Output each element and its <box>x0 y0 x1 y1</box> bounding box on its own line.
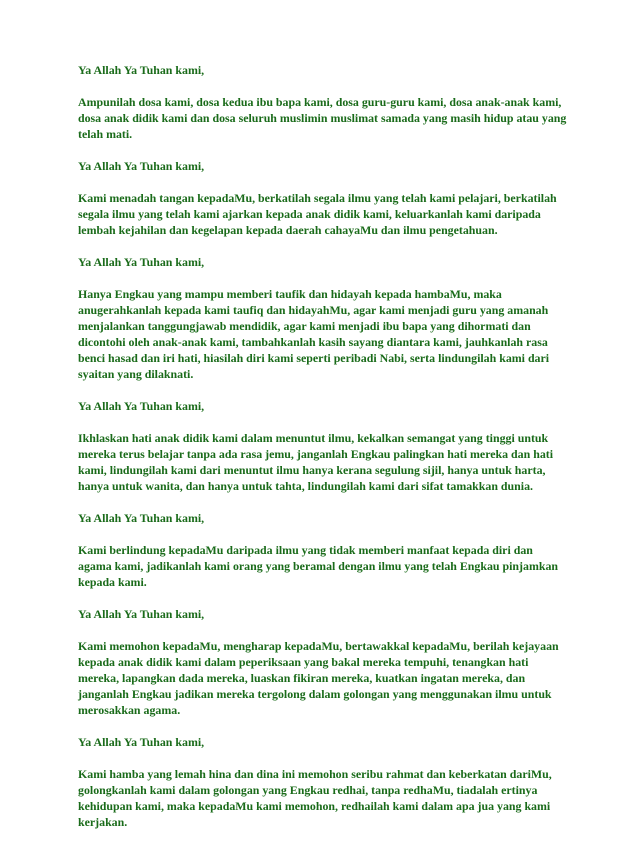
prayer-paragraph-1: Ampunilah dosa kami, dosa kedua ibu bapa kami, dosa guru-guru kami, dosa anak-anak kami, dosa anak didik kami dan dosa seluruh muslimin muslimat samada yang masih hidup atau yang telah mati. <box>78 95 567 141</box>
prayer-paragraph-3: Hanya Engkau yang mampu memberi taufik dan hidayah kepada hambaMu, maka anugerahkanlah kepada kami taufiq dan hidayahMu, agar kami menjadi guru yang amanah menjalankan tanggungjawab mendidik, agar kami menjadi ibu bapa yang dihormati dan dicontohi oleh anak-anak kami, tambahkanlah kasih sayang diantara kami, jauhkanlah rasa benci hasad dan iri hati, hiasilah diri kami seperti peribadi Nabi, serta lindungilah kami dari syaitan yang dilaknati. <box>78 287 550 381</box>
prayer-paragraph-7: Kami hamba yang lemah hina dan dina ini memohon seribu rahmat dan keberkatan dariMu, golongkanlah kami dalam golongan yang Engkau redhai, tanpa redhaMu, tiadalah ertinya kehidupan kami, maka kepadaMu kami memohon, redhailah kami dalam apa jua yang kami kerjakan. <box>78 767 552 829</box>
invocation-heading-1: Ya Allah Ya Tuhan kami, <box>78 63 205 77</box>
invocation-heading-2: Ya Allah Ya Tuhan kami, <box>78 159 205 173</box>
prayer-paragraph-4: Ikhlaskan hati anak didik kami dalam menuntut ilmu, kekalkan semangat yang tinggi untuk mereka terus belajar tanpa ada rasa jemu, janganlah Engkau palingkan hati mereka dan hati kami, lindungilah kami dari menuntut ilmu hanya kerana segulung sijil, hanya untuk harta, hanya untuk wanita, dan hanya untuk tahta, lindungilah kami dari sifat tamakkan dunia. <box>78 431 554 493</box>
invocation-heading-4: Ya Allah Ya Tuhan kami, <box>78 399 205 413</box>
invocation-heading-6: Ya Allah Ya Tuhan kami, <box>78 607 205 621</box>
prayer-paragraph-5: Kami berlindung kepadaMu daripada ilmu yang tidak memberi manfaat kepada diri dan agama kami, jadikanlah kami orang yang beramal dengan ilmu yang telah Engkau pinjamkan kepada kami. <box>78 543 559 589</box>
prayer-paragraph-2: Kami menadah tangan kepadaMu, berkatilah segala ilmu yang telah kami pelajari, berkatilah segala ilmu yang telah kami ajarkan kepada anak didik kami, keluarkanlah kami daripada lembah kejahilan dan kegelapan kepada daerah cahayaMu dan ilmu pengetahuan. <box>78 191 557 237</box>
invocation-heading-3: Ya Allah Ya Tuhan kami, <box>78 255 205 269</box>
document-body <box>78 62 568 846</box>
invocation-heading-5: Ya Allah Ya Tuhan kami, <box>78 511 205 525</box>
prayer-paragraph-6: Kami memohon kepadaMu, mengharap kepadaMu, bertawakkal kepadaMu, berilah kejayaan kepada anak didik kami dalam peperiksaan yang bakal mereka tempuhi, tenangkan hati mereka, lapangkan dada mereka, luaskan fikiran mereka, kuatkan ingatan mereka, dan janganlah Engkau jadikan mereka tergolong dalam golongan yang menggunakan ilmu untuk merosakkan agama. <box>78 639 559 717</box>
invocation-heading-7: Ya Allah Ya Tuhan kami, <box>78 735 205 749</box>
